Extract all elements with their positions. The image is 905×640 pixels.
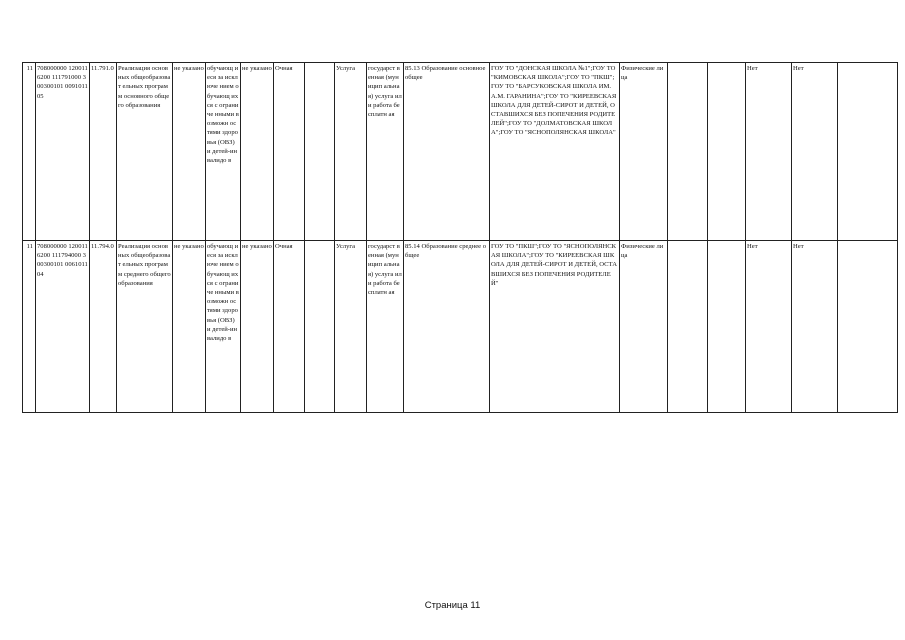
- consumers-cell: Физические лица: [620, 241, 668, 413]
- flag-1-cell: Нет: [746, 241, 792, 413]
- okved-cell: 85.13 Образование основное общее: [404, 63, 490, 241]
- registry-code-cell: 708000000 1200116200 111791000 300300101 009101105: [36, 63, 90, 241]
- paid-status-cell: государст венная (муницип альная) услуга или работа бесплатн ая: [367, 241, 404, 413]
- empty-cell: [838, 63, 898, 241]
- service-code-cell: 11.794.0: [90, 241, 117, 413]
- registry-table-page: [22, 62, 847, 422]
- consumers-cell: Физические лица: [620, 63, 668, 241]
- table-row: [23, 241, 898, 413]
- flag-1-cell: Нет: [746, 63, 792, 241]
- service-name-cell: Реализация основных общеобразоват ельных программ основного общего образования: [117, 63, 173, 241]
- institutions-cell: ГОУ ТО "ДОНСКАЯ ШКОЛА №1";ГОУ ТО "КИМОВСКАЯ ШКОЛА";ГОУ ТО "ПКШ";ГОУ ТО "БАРСУКОВСКАЯ ШКОЛА ИМ. А.М. ГАРАНИНА";ГОУ ТО "КИРЕЕВСКАЯ ШКОЛА ДЛЯ ДЕТЕЙ-СИРОТ И ДЕТЕЙ, ОСТАВШИХСЯ БЕЗ ПОПЕЧЕНИЯ РОДИТЕЛЕЙ";ГОУ ТО "ДОЛМАТОВСКАЯ ШКОЛА";ГОУ ТО "ЯСНОПОЛЯНСКАЯ ШКОЛА": [490, 63, 620, 241]
- paid-status-cell: государст венная (муницип альная) услуга или работа бесплатн ая: [367, 63, 404, 241]
- consumer-category-cell: обучающ иеся за исключе нием обучающ ихся с ограниче нными возможн остями здоровья (ОВЗ) и детей-инвалидо в: [206, 241, 241, 413]
- row-number-cell: 11: [23, 241, 36, 413]
- content-1-cell: не указано: [173, 63, 206, 241]
- empty-cell: [708, 63, 746, 241]
- type-cell: Услуга: [335, 63, 367, 241]
- form-cell: Очная: [274, 241, 305, 413]
- institutions-cell: ГОУ ТО "ПКШ";ГОУ ТО "ЯСНОПОЛЯНСКАЯ ШКОЛА";ГОУ ТО "КИРЕЕВСКАЯ ШКОЛА ДЛЯ ДЕТЕЙ-СИРОТ И ДЕТЕЙ, ОСТАВШИХСЯ БЕЗ ПОПЕЧЕНИЯ РОДИТЕЛЕЙ": [490, 241, 620, 413]
- empty-cell: [838, 241, 898, 413]
- flag-2-cell: Нет: [792, 241, 838, 413]
- table-row: [23, 63, 898, 241]
- empty-cell: [305, 241, 335, 413]
- content-3-cell: не указано: [241, 63, 274, 241]
- content-3-cell: не указано: [241, 241, 274, 413]
- type-cell: Услуга: [335, 241, 367, 413]
- content-1-cell: не указано: [173, 241, 206, 413]
- okved-cell: 85.14 Образование среднее общее: [404, 241, 490, 413]
- registry-table: [22, 62, 898, 413]
- registry-code-cell: 708000000 1200116200 111794000 300300101 006101104: [36, 241, 90, 413]
- consumer-category-cell: обучающ иеся за исключе нием обучающ ихся с ограниче нными возможн остями здоровья (ОВЗ) и детей-инвалидо в: [206, 63, 241, 241]
- service-name-cell: Реализация основных общеобразоват ельных программ среднего общего образования: [117, 241, 173, 413]
- row-number-cell: 11: [23, 63, 36, 241]
- empty-cell: [305, 63, 335, 241]
- empty-cell: [668, 63, 708, 241]
- service-code-cell: 11.791.0: [90, 63, 117, 241]
- flag-2-cell: Нет: [792, 63, 838, 241]
- empty-cell: [708, 241, 746, 413]
- form-cell: Очная: [274, 63, 305, 241]
- empty-cell: [668, 241, 708, 413]
- page-number: Страница 11: [424, 600, 481, 611]
